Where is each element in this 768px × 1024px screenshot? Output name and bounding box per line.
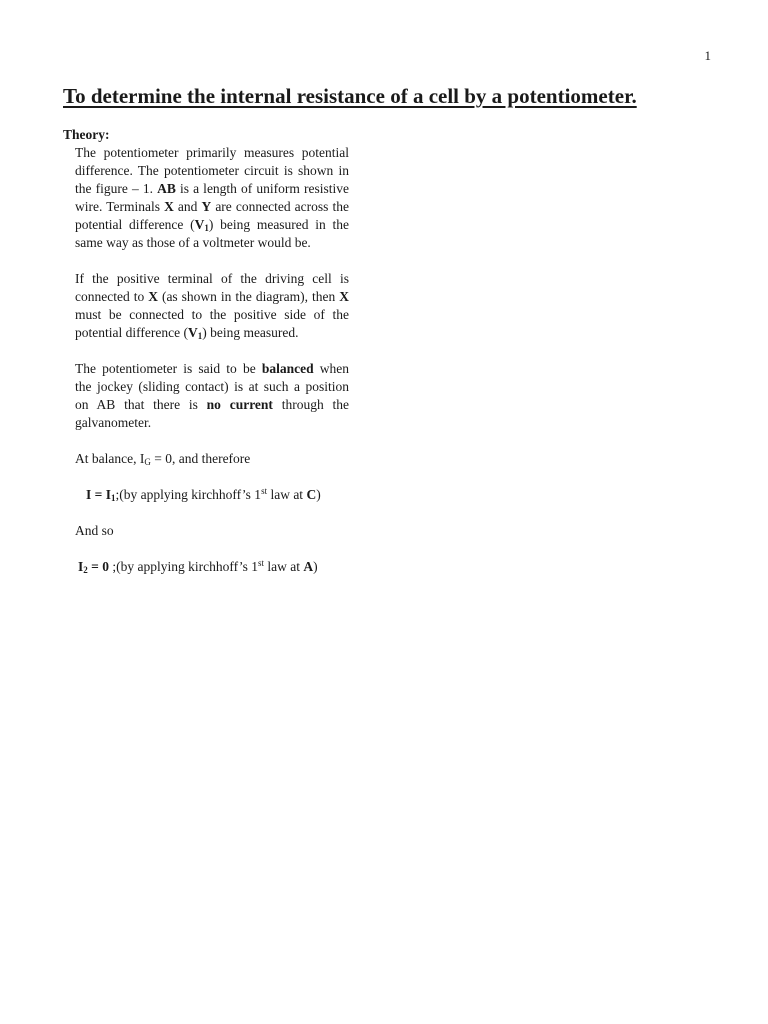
bold-term-x: X bbox=[148, 289, 158, 304]
bold-term-v1 bbox=[195, 217, 209, 232]
equation-lhs bbox=[86, 487, 115, 502]
bold-term-x: X bbox=[164, 199, 174, 214]
equation-kirchhoff-a bbox=[78, 558, 349, 576]
symbol: I = I bbox=[86, 487, 111, 502]
text-span: ) being measured. bbox=[202, 325, 299, 340]
bold-term-balanced: balanced bbox=[261, 361, 314, 376]
subscript: 1 bbox=[197, 331, 203, 341]
text-span: law at bbox=[267, 487, 307, 502]
subscript: G bbox=[144, 457, 151, 467]
document-title: To determine the internal resistance of a cell by a potentiometer. bbox=[63, 84, 637, 108]
bold-term-ab: AB bbox=[157, 181, 176, 196]
text-span: through the galvanometer. bbox=[75, 397, 349, 430]
page-number: 1 bbox=[704, 48, 711, 63]
theory-column bbox=[75, 144, 349, 576]
bold-term-y: Y bbox=[201, 199, 212, 214]
text-span: The potentiometer is said to be bbox=[75, 361, 262, 376]
balance-statement bbox=[75, 450, 349, 468]
bold-point-c: C bbox=[306, 487, 317, 502]
equation-lhs bbox=[78, 559, 109, 574]
text-span: are connected across the potential difference ( bbox=[75, 199, 349, 232]
bold-term-x: X bbox=[339, 289, 349, 304]
bold-point-a: A bbox=[303, 559, 314, 574]
subscript: 2 bbox=[83, 565, 88, 575]
text-span: and bbox=[173, 199, 202, 214]
text-span: law at bbox=[263, 559, 304, 574]
paragraph-balanced bbox=[75, 360, 349, 432]
superscript: st bbox=[261, 486, 268, 496]
text-span: = 0, and therefore bbox=[150, 451, 251, 466]
text-span: The potentiometer primarily measures potential difference. The potentiometer circuit is shown in the figure – 1. bbox=[75, 145, 349, 196]
text-span: ;(by applying kirchhoff’s 1 bbox=[108, 559, 258, 574]
paragraph-positive-terminal bbox=[75, 270, 349, 342]
and-so-text: And so bbox=[75, 523, 114, 538]
symbol: = 0 bbox=[87, 559, 109, 574]
text-span: must be connected to the positive side of the potential difference ( bbox=[75, 307, 349, 340]
text-span: ;(by applying kirchhoff’s 1 bbox=[115, 487, 262, 502]
text-span: If the positive terminal of the driving cell is connected to bbox=[75, 271, 349, 304]
bold-term-v1 bbox=[188, 325, 202, 340]
paragraph-potentiometer-intro bbox=[75, 144, 349, 252]
symbol: V bbox=[194, 217, 205, 232]
text-span: when the jockey (sliding contact) is at such a position on AB that there is bbox=[75, 361, 349, 412]
superscript: st bbox=[257, 558, 264, 568]
text-span: ) being measured in the same way as those of a voltmeter would be. bbox=[75, 217, 349, 250]
symbol: I bbox=[78, 559, 84, 574]
text-span: ) bbox=[313, 559, 318, 574]
text-span: (as shown in the diagram), then bbox=[157, 289, 340, 304]
text-span: ) bbox=[316, 487, 321, 502]
subscript: 1 bbox=[110, 493, 116, 503]
symbol: V bbox=[187, 325, 198, 340]
theory-heading: Theory: bbox=[63, 127, 110, 142]
equation-kirchhoff-c bbox=[86, 486, 349, 504]
bold-term-no-current: no current bbox=[206, 397, 273, 412]
subscript: 1 bbox=[204, 223, 209, 233]
text-span: is a length of uniform resistive wire. Terminals bbox=[75, 181, 350, 214]
text-span: At balance, I bbox=[75, 451, 145, 466]
